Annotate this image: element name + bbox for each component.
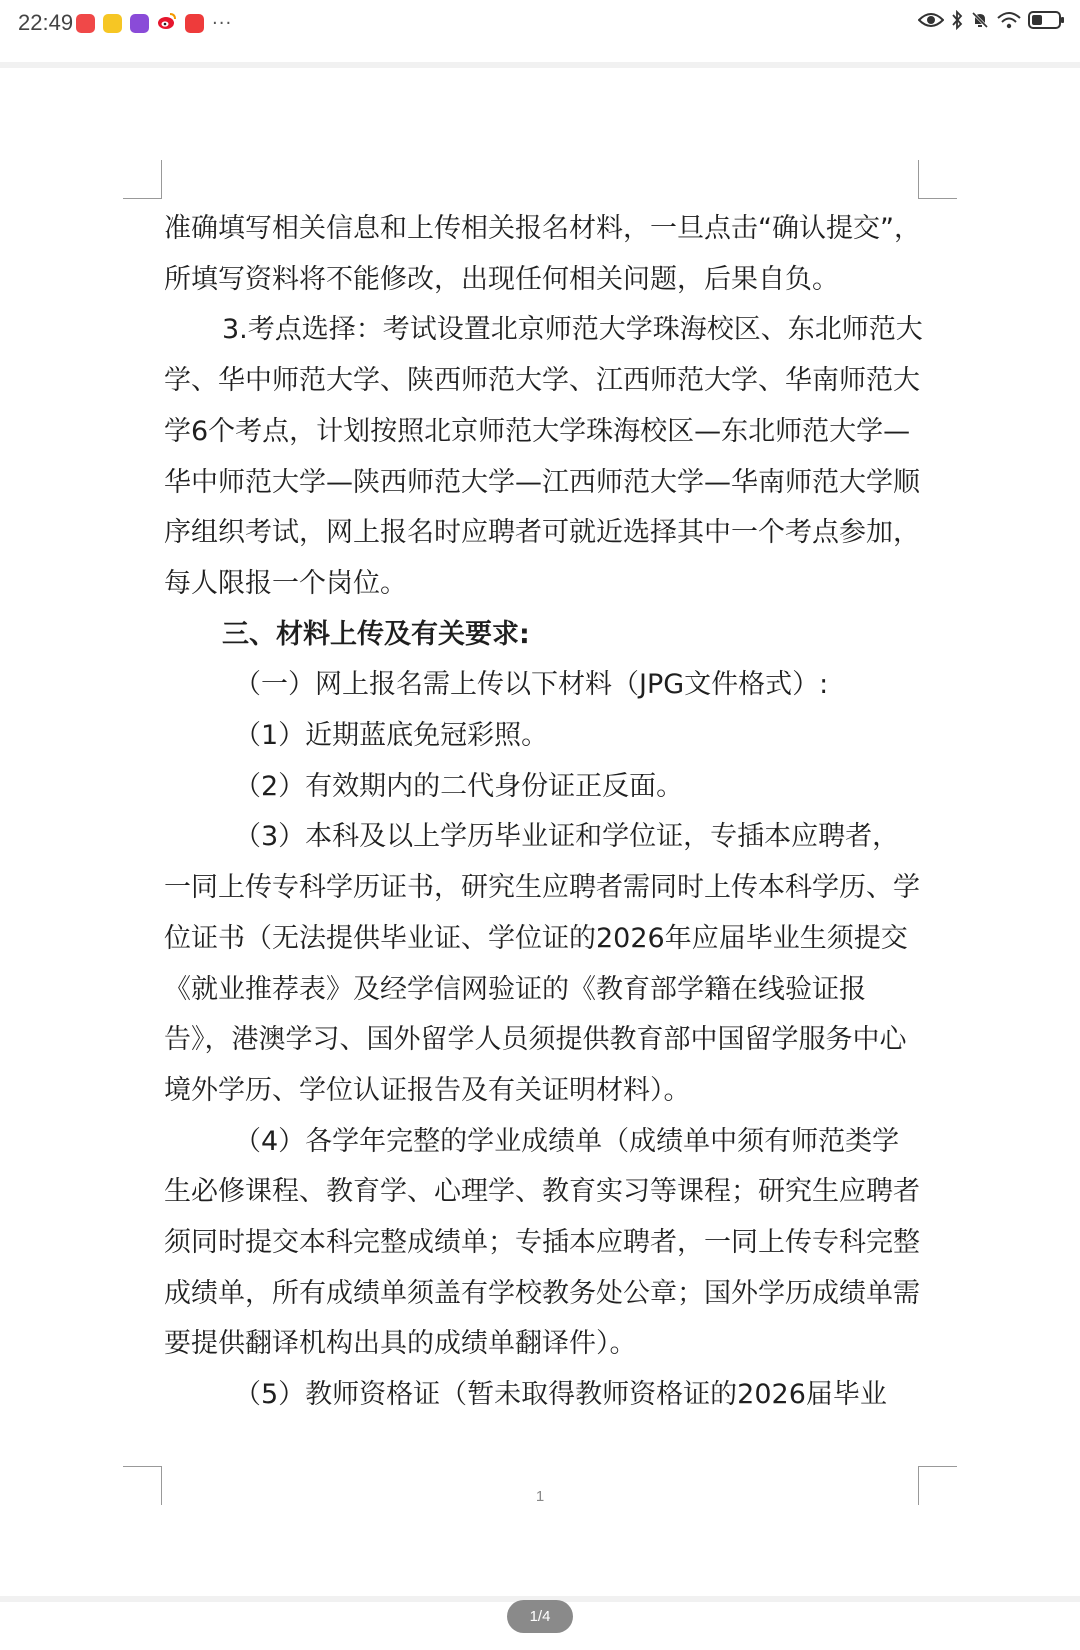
bluetooth-icon bbox=[950, 10, 964, 30]
paragraph-1: 准确填写相关信息和上传相关报名材料，一旦点击“确认提交”，所填写资料将不能修改，出现任何相关问题，后果自负。 bbox=[164, 213, 921, 295]
crop-mark-top-right bbox=[918, 160, 957, 199]
status-bar bbox=[0, 0, 1080, 48]
list-item-transcript: （4）各学年完整的学业成绩单（成绩单中须有师范类学生必修课程、教育学、心理学、教育实习等课程；研究生应聘者须同时提交本科完整成绩单；专插本应聘者，一同上传专科完整成绩单，所有成绩单须盖有学校教务处公章；国外学历成绩单需要提供翻译机构出具的成绩单翻译件）。 bbox=[164, 1125, 920, 1360]
paragraph-exam-site: 3.考点选择：考试设置北京师范大学珠海校区、东北师范大学、华中师范大学、陕西师范大学、江西师范大学、华南师范大学6个考点，计划按照北京师范大学珠海校区—东北师范大学—华中师范大学—陕西师范大学—江西师范大学—华南师范大学顺序组织考试，网上报名时应聘者可就近选择其中一个考点参加，每人限报一个岗位。 bbox=[164, 314, 923, 599]
crop-mark-top-left bbox=[123, 160, 162, 199]
status-time: 22:49 bbox=[18, 10, 74, 35]
mute-bell-icon bbox=[970, 10, 990, 30]
notification-icons bbox=[76, 12, 232, 35]
app-red-icon bbox=[76, 14, 95, 33]
wifi-icon bbox=[996, 10, 1022, 30]
app-purple-icon bbox=[130, 14, 149, 33]
page-indicator[interactable]: 1/4 bbox=[507, 1600, 573, 1633]
list-item-id-card: （2）有效期内的二代身份证正反面。 bbox=[234, 770, 684, 802]
more-notifications-icon: ··· bbox=[212, 13, 233, 34]
eye-icon bbox=[918, 10, 944, 30]
paragraph-upload-intro: （一）网上报名需上传以下材料（JPG文件格式）: bbox=[234, 669, 829, 701]
page-top-divider bbox=[0, 62, 1080, 68]
battery-icon bbox=[1028, 10, 1066, 30]
app-red-2-icon bbox=[185, 14, 204, 33]
section-heading: 三、材料上传及有关要求: bbox=[222, 618, 530, 650]
weibo-icon bbox=[157, 12, 177, 35]
page-number: 1 bbox=[535, 1488, 545, 1505]
list-item-photo: （1）近期蓝底免冠彩照。 bbox=[234, 720, 549, 752]
document-body bbox=[164, 204, 924, 1421]
list-item-teacher-cert: （5）教师资格证（暂未取得教师资格证的2026届毕业 bbox=[234, 1379, 887, 1411]
system-icons bbox=[918, 10, 1066, 30]
list-item-diploma: （3）本科及以上学历毕业证和学位证，专插本应聘者，一同上传专科学历证书，研究生应聘者需同时上传本科学历、学位证书（无法提供毕业证、学位证的2026年应届毕业生须提交《就业推荐表》及经学信网验证的《教育部学籍在线验证报告》，港澳学习、国外留学人员须提供教育部中国留学服务中心境外学历、学位认证报告及有关证明材料）。 bbox=[164, 821, 920, 1106]
app-yellow-icon bbox=[103, 14, 122, 33]
